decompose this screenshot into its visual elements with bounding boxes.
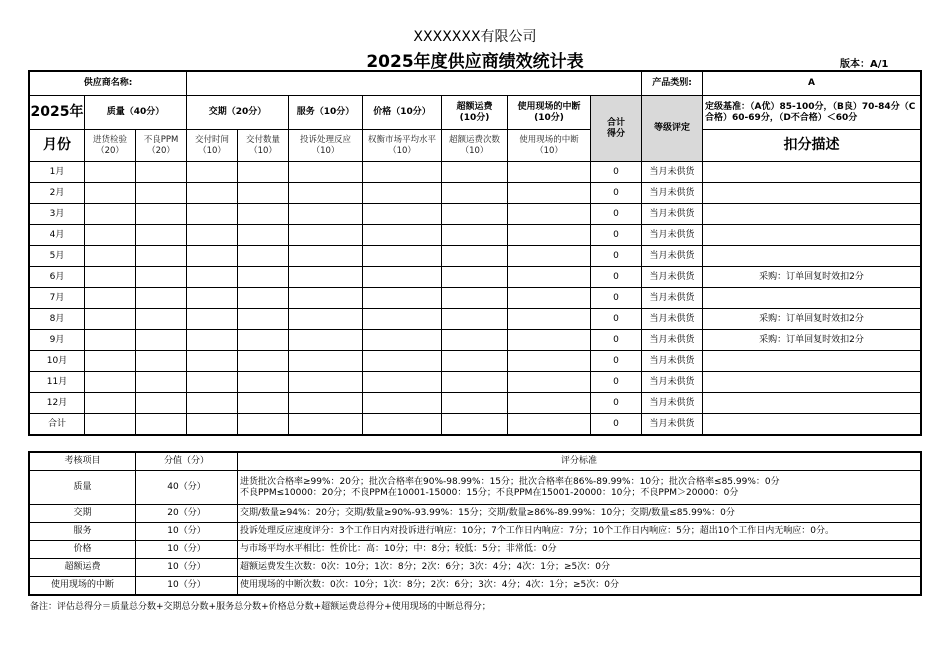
supplier-label: 供应商名称: [30,72,187,96]
total-cell: 0 [591,162,642,183]
group-price: 价格（10分） [363,96,442,130]
sub-delivery-quantity: 交付数量（10） [238,130,289,162]
criteria-score: 10（分） [136,523,238,541]
grade-standard: 定级基准：（A优）85-100分，（B良）70-84分（C合格）60-69分，（D不合格）＜60分 [703,96,921,130]
deduction-cell[interactable] [703,162,921,183]
month-cell: 3月 [30,204,85,225]
criteria-score: 10（分） [136,559,238,577]
deduction-cell[interactable]: 采购：订单回复时效扣2分 [703,309,921,330]
page-title: 2025年度供应商绩效统计表 [366,52,584,72]
footnote: 备注：评估总得分＝质量总分数+交期总分数+服务总分数+价格总分数+超额运费总得分+使用现场的中断总得分； [30,602,491,612]
table-row [30,351,921,372]
table-row [30,330,921,351]
year-label: 2025年 [30,96,85,130]
deduction-cell[interactable] [703,393,921,414]
criteria-row [30,471,921,505]
month-cell: 9月 [30,330,85,351]
group-delivery: 交期（20分） [187,96,289,130]
sub-market-average: 权衡市场平均水平（10） [363,130,442,162]
group-quality: 质量（40分） [85,96,187,130]
table-row [30,288,921,309]
criteria-line: 进货批次合格率≥99%：20分；批次合格率在90%-98.99%：15分；批次合格率在86%-89.99%：10分；批次合格率≤85.99%：0分 [240,476,780,487]
sub-defect-ppm: 不良PPM（20） [136,130,187,162]
grade-cell: 当月未供货 [642,393,703,414]
month-label: 月份 [30,130,85,162]
table-row [30,372,921,393]
company-name: XXXXXXX有限公司 [413,29,537,45]
grade-header: 等级评定 [642,96,703,162]
criteria-row [30,505,921,523]
total-cell: 0 [591,309,642,330]
grade-cell: 当月未供货 [642,204,703,225]
month-cell: 8月 [30,309,85,330]
criteria-standard: 交期/数量≥94%：20分；交期/数量≥90%-93.99%：15分；交期/数量≥86%-89.99%：10分；交期/数量≤85.99%：0分 [238,505,921,523]
criteria-item: 服务 [30,523,136,541]
deduction-cell[interactable] [703,288,921,309]
deduction-cell[interactable]: 采购：订单回复时效扣2分 [703,330,921,351]
total-cell: 0 [591,393,642,414]
total-cell: 0 [591,414,642,435]
sub-complaint-response: 投诉处理反应（10） [289,130,363,162]
month-cell: 7月 [30,288,85,309]
table-row [30,393,921,414]
criteria-standard [238,471,921,505]
table-row [30,183,921,204]
table-row-total [30,414,921,435]
month-cell: 11月 [30,372,85,393]
total-cell: 0 [591,330,642,351]
table-row [30,267,921,288]
deduction-cell[interactable] [703,204,921,225]
criteria-row [30,559,921,577]
criteria-table [29,452,921,595]
grade-cell: 当月未供货 [642,225,703,246]
criteria-row [30,541,921,559]
criteria-header-item: 考核项目 [30,453,136,471]
total-score-header: 合计 得分 [591,96,642,162]
month-cell: 1月 [30,162,85,183]
deduction-header: 扣分描述 [703,130,921,162]
total-cell: 0 [591,288,642,309]
table-row [30,204,921,225]
grade-cell: 当月未供货 [642,288,703,309]
supplier-value[interactable] [187,72,642,96]
criteria-standard: 超额运费发生次数：0次：10分；1次：8分；2次：6分；3次：4分；4次：1分；≥5次：0分 [238,559,921,577]
criteria-standard: 与市场平均水平相比：性价比：高：10分；中：8分；较低：5分；非常低：0分 [238,541,921,559]
total-cell: 0 [591,183,642,204]
grade-cell: 当月未供货 [642,246,703,267]
category-value[interactable]: A [703,72,921,96]
table-row [30,162,921,183]
month-cell: 合计 [30,414,85,435]
table-row [30,246,921,267]
total-cell: 0 [591,225,642,246]
deduction-cell[interactable] [703,225,921,246]
total-cell: 0 [591,372,642,393]
category-label: 产品类别: [642,72,703,96]
criteria-item: 使用现场的中断 [30,577,136,595]
month-cell: 2月 [30,183,85,204]
group-interruption: 使用现场的中断 (10分) [508,96,591,130]
month-cell: 10月 [30,351,85,372]
group-service: 服务（10分） [289,96,363,130]
criteria-score: 20（分） [136,505,238,523]
grade-cell: 当月未供货 [642,162,703,183]
criteria-item: 质量 [30,471,136,505]
total-cell: 0 [591,246,642,267]
criteria-standard: 使用现场的中断次数：0次：10分；1次：8分；2次：6分；3次：4分；4次：1分；≥5次：0分 [238,577,921,595]
deduction-cell[interactable] [703,372,921,393]
criteria-score: 10（分） [136,577,238,595]
grade-cell: 当月未供货 [642,183,703,204]
criteria-item: 交期 [30,505,136,523]
sub-delivery-time: 交付时间（10） [187,130,238,162]
criteria-score: 10（分） [136,541,238,559]
grade-cell: 当月未供货 [642,309,703,330]
month-cell: 12月 [30,393,85,414]
version-label: 版本：A/1 [840,59,889,70]
month-cell: 6月 [30,267,85,288]
criteria-row [30,577,921,595]
month-cell: 4月 [30,225,85,246]
total-cell: 0 [591,204,642,225]
grade-cell: 当月未供货 [642,267,703,288]
group-freight: 超额运费 (10分) [442,96,508,130]
grade-cell: 当月未供货 [642,330,703,351]
sub-interruption: 使用现场的中断（10） [508,130,591,162]
performance-table [29,71,921,435]
sub-incoming-inspection: 进货检验（20） [85,130,136,162]
total-cell: 0 [591,267,642,288]
table-row [30,309,921,330]
deduction-cell[interactable] [703,414,921,435]
table-row [30,225,921,246]
criteria-line: 不良PPM≤10000：20分；不良PPM在10001-15000：15分；不良PPM在15001-20000：10分；不良PPM＞20000：0分 [240,487,739,498]
grade-cell: 当月未供货 [642,414,703,435]
sub-freight-count: 超额运费次数（10） [442,130,508,162]
deduction-cell[interactable] [703,351,921,372]
grade-cell: 当月未供货 [642,372,703,393]
deduction-cell[interactable]: 采购：订单回复时效扣2分 [703,267,921,288]
criteria-item: 超额运费 [30,559,136,577]
deduction-cell[interactable] [703,183,921,204]
criteria-standard: 投诉处理反应速度评分：3个工作日内对投诉进行响应：10分；7个工作日内响应：7分；10个工作日内响应：5分；超出10个工作日内无响应：0分。 [238,523,921,541]
criteria-row [30,523,921,541]
criteria-header-standard: 评分标准 [238,453,921,471]
month-cell: 5月 [30,246,85,267]
criteria-header-score: 分值（分） [136,453,238,471]
grade-cell: 当月未供货 [642,351,703,372]
deduction-cell[interactable] [703,246,921,267]
total-cell: 0 [591,351,642,372]
criteria-score: 40（分） [136,471,238,505]
criteria-item: 价格 [30,541,136,559]
